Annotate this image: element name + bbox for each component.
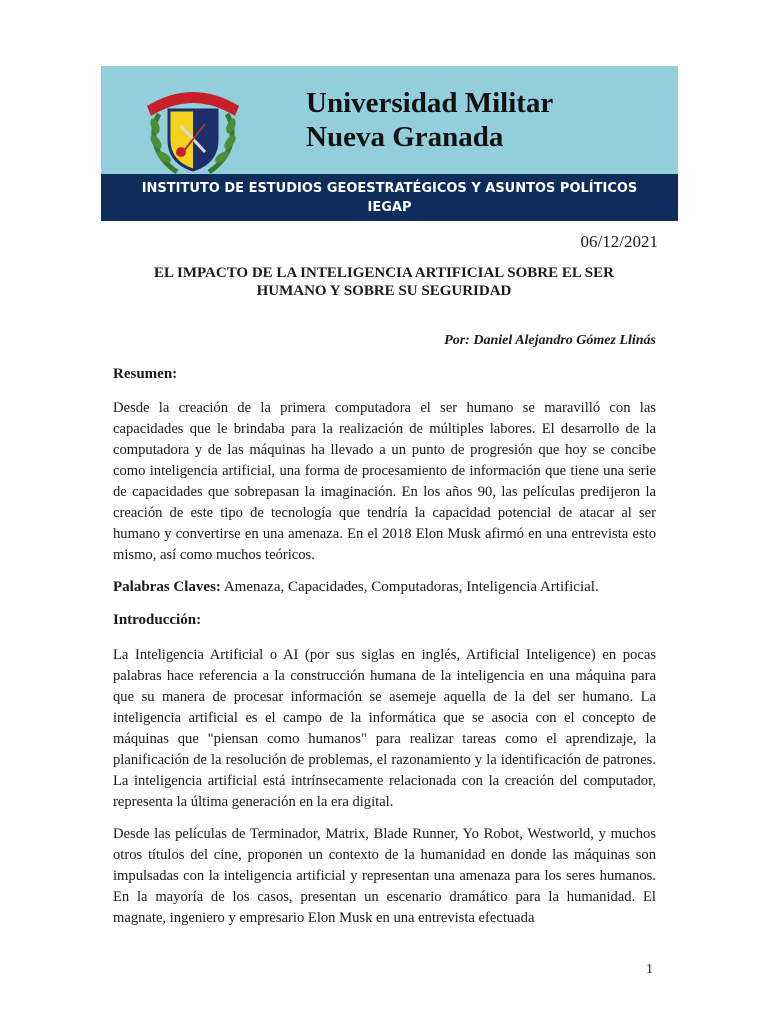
intro-paragraph-2: Desde las películas de Terminador, Matrix, Blade Runner, Yo Robot, Westworld, y muchos otros títulos del cine, proponen un contexto de la humanidad en donde las máquinas son impulsadas con la inteligencia artificial y representan una amenaza para los seres humanos. En la mayoría de los casos, presentan un escenario dramático para la humanidad. El magnate, ingeniero y empresario Elon Musk en una entrevista efectuada	[113, 826, 656, 926]
university-name-line2: Nueva Granada	[306, 121, 504, 153]
intro-paragraph-1: La Inteligencia Artificial o AI (por sus siglas en inglés, Artificial Inteligence) en pocas palabras hace referencia a la construcción humana de la inteligencia en una máquina para que su manera de procesar información se asemeje aquella de la del ser humano. La inteligencia artificial es el campo de la informática que se asocia con el concepto de máquinas que "piensan como humanos" para realizar tareas como el aprendizaje, la planificación de la resolución de problemas, el razonamiento y la identificación de patrones. La inteligencia artificial está intrínsecamente relacionada con la creación del computador, representa la última generación en la era digital.	[113, 647, 656, 810]
document-author: Por: Daniel Alejandro Gómez Llinás	[444, 333, 656, 348]
resumen-paragraph: Desde la creación de la primera computadora el ser humano se maravilló con las capacidades que le brindaba para la realización de múltiples labores. El desarrollo de la computadora y de las máquinas ha llevado a un punto de progresión que hoy se concibe como inteligencia artificial, una forma de procesamiento de información que tiene una serie de capacidades que sobrepasan la imaginación. En los años 90, las películas predijeron la creación de este tipo de tecnología que tendría la capacidad potencial de atacar al ser humano y convertirse en una amenaza. En el 2018 Elon Musk afirmó en una entrevista esto mismo, así como muchos teóricos.	[113, 400, 656, 563]
institute-banner	[101, 174, 678, 221]
institute-name: INSTITUTO DE ESTUDIOS GEOESTRATÉGICOS Y ASUNTOS POLÍTICOS	[141, 181, 638, 196]
keywords-line	[113, 579, 599, 596]
document-title	[112, 264, 656, 300]
page-number: 1	[646, 962, 653, 977]
title-line1: EL IMPACTO DE LA INTELIGENCIA ARTIFICIAL SOBRE EL SER	[154, 265, 614, 281]
resumen-heading: Resumen:	[113, 366, 178, 382]
keywords-list: Amenaza, Capacidades, Computadoras, Inteligencia Artificial.	[220, 579, 599, 595]
keywords-label: Palabras Claves:	[113, 579, 221, 595]
intro-heading: Introducción:	[113, 612, 202, 628]
title-line2: HUMANO Y SOBRE SU SEGURIDAD	[256, 283, 512, 299]
document-date: 06/12/2021	[580, 232, 658, 251]
university-name-line1: Universidad Militar	[306, 87, 554, 119]
university-header	[101, 66, 678, 174]
university-name	[306, 86, 553, 154]
university-seal-logo	[141, 76, 245, 180]
institute-acronym: IEGAP	[367, 200, 412, 215]
